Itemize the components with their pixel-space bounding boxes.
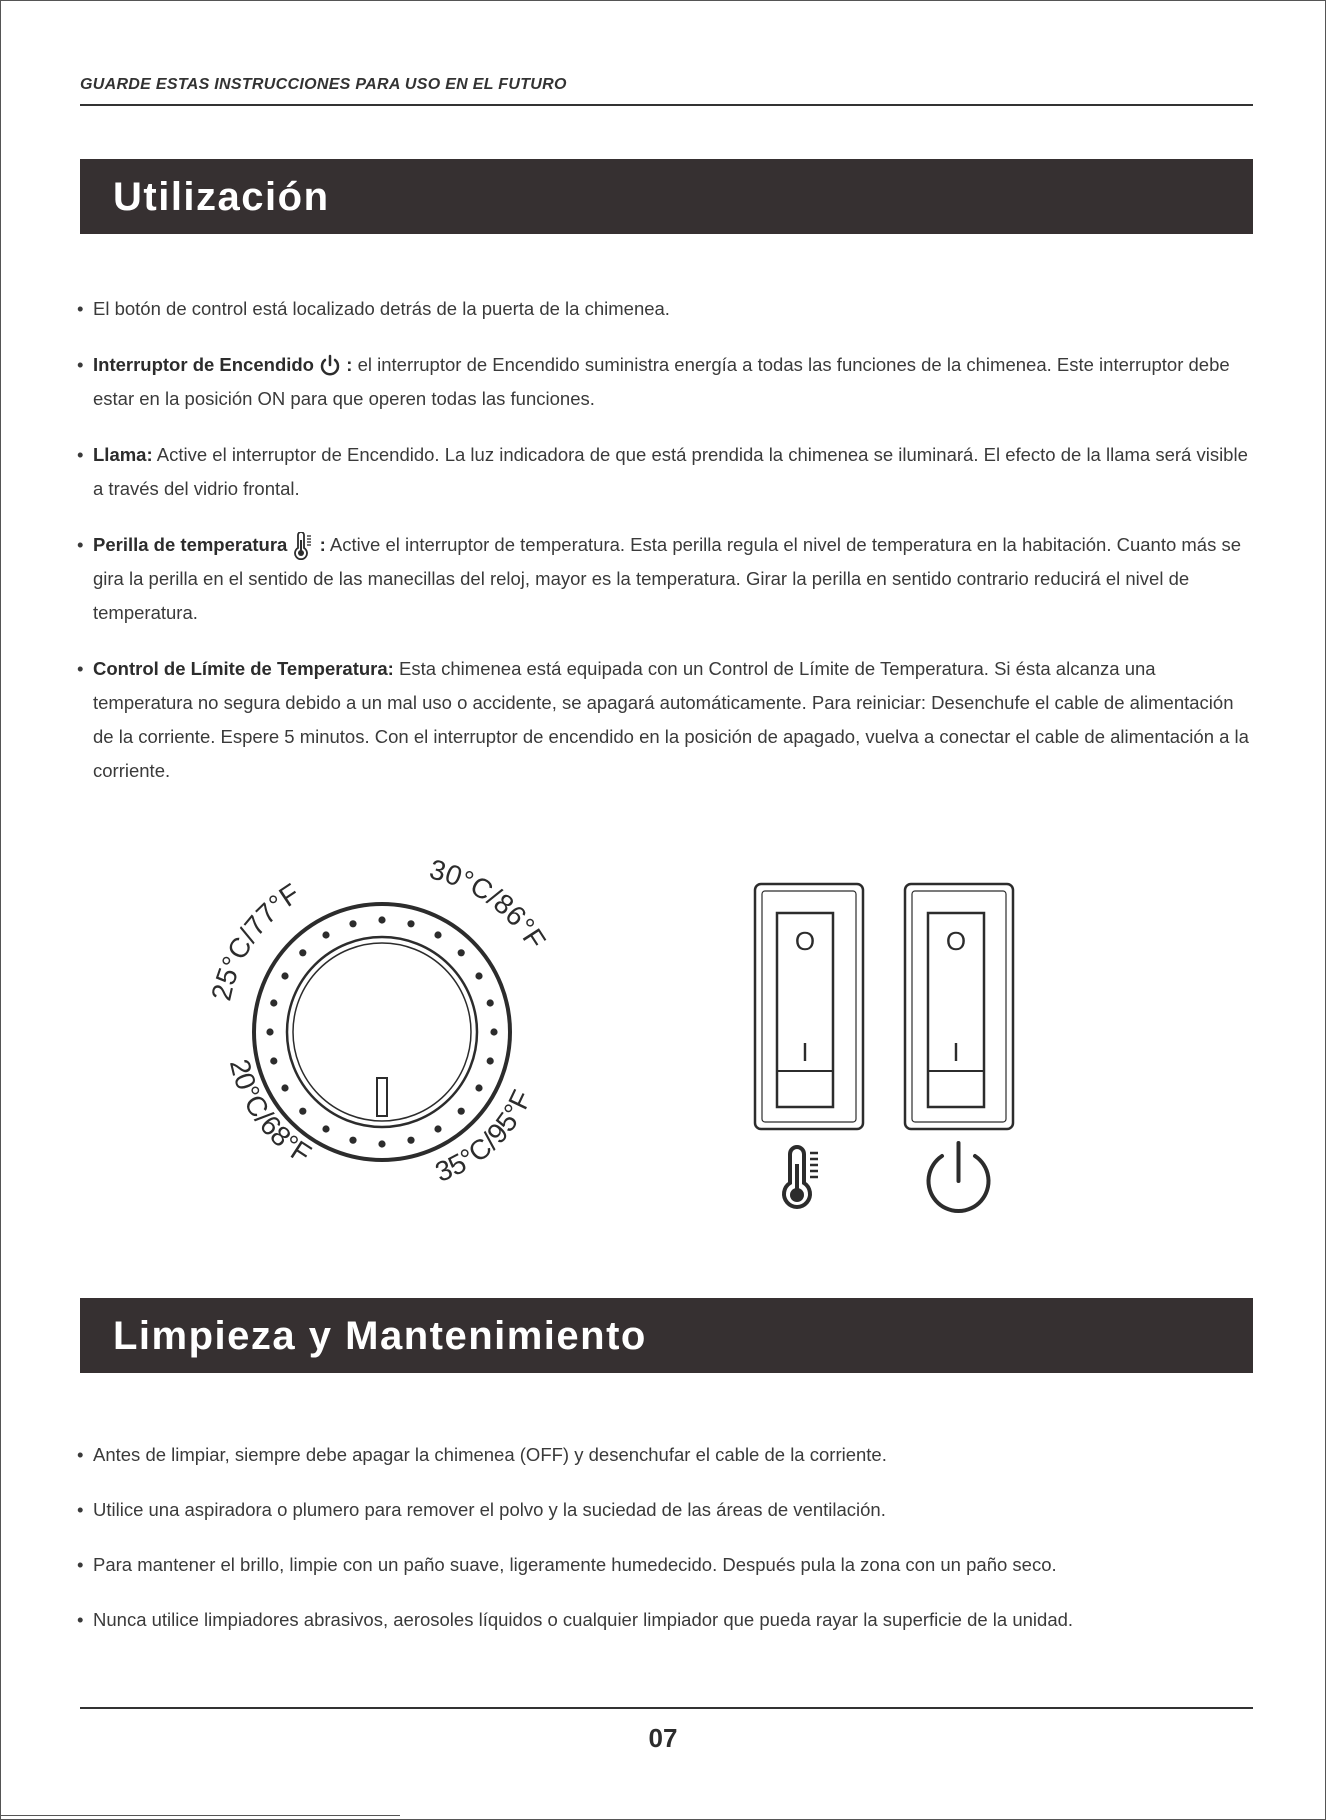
dial-dot: [266, 1028, 273, 1035]
dial-dot: [270, 1057, 277, 1064]
dial-dot: [458, 1108, 465, 1115]
temperature-dial: [200, 850, 560, 1210]
dial-dot: [281, 972, 288, 979]
dial-pointer[interactable]: [377, 1078, 387, 1116]
temperature-switch[interactable]: [755, 884, 863, 1129]
list-item: • Utilice una aspiradora o plumero para remover el polvo y la suciedad de las áreas de ventilación.: [77, 1493, 1257, 1527]
dial-dot: [487, 1057, 494, 1064]
dial-dot: [458, 949, 465, 956]
bullet-heading: Perilla de temperatura: [93, 534, 288, 555]
dial-dot: [270, 999, 277, 1006]
list-item: • Control de Límite de Temperatura: Esta chimenea está equipada con un Control de Límite de Temperatura. Si ésta alcanza una temperatura no segura debido a un mal uso o accidente, se apagará automáticamente. Para reiniciar: Desenchufe el cable de alimentación de la corriente. Espere 5 minutos. Con el interruptor de encendido en la posición de apagado, vuelva a conectar el cable de alimentación a la corriente.: [77, 652, 1257, 788]
section-title-bar-usage: [80, 159, 1253, 234]
dial-dot: [407, 920, 414, 927]
list-item: • Perilla de temperatura : Active el interruptor de temperatura. Esta perilla regula el nivel de temperatura en la habitación. Cuanto más se gira la perilla en el sentido de las manecillas del reloj, mayor es la temperatura. Girar la perilla en sentido contrario reducirá el nivel de temperatura.: [77, 528, 1257, 630]
dial-dot: [475, 972, 482, 979]
rocker-switches: [752, 881, 1052, 1221]
dial-dot: [490, 1028, 497, 1035]
dial-label-35c: 35°C/95°F: [430, 1085, 538, 1188]
bottom-edge-line: [0, 1815, 400, 1816]
dial-dot: [487, 999, 494, 1006]
switch-on-symbol: I: [801, 1037, 809, 1067]
page-number: 07: [648, 1723, 678, 1753]
section-title-usage: Utilización: [113, 175, 330, 219]
section-title-bar-cleaning: [80, 1298, 1253, 1373]
list-item: • Interruptor de Encendido : el interruptor de Encendido suministra energía a todas las funciones de la chimenea. Este interruptor debe estar en la posición ON para que operen todas las funciones.: [77, 348, 1257, 416]
dial-dot: [299, 1108, 306, 1115]
dial-dot: [281, 1084, 288, 1091]
dial-label-25c: 25°C/77°F: [205, 877, 305, 1004]
header-rule: [80, 104, 1253, 106]
switch-on-symbol: I: [952, 1037, 960, 1067]
svg-text:30°C/86°F: [427, 853, 552, 954]
dial-dot: [349, 920, 356, 927]
power-icon: [319, 354, 341, 378]
power-icon: [929, 1143, 989, 1211]
dial-dot: [322, 1125, 329, 1132]
usage-list: [77, 292, 1257, 788]
cleaning-list: [77, 1438, 1257, 1637]
list-item: • Nunca utilice limpiadores abrasivos, aerosoles líquidos o cualquier limpiador que pueda rayar la superficie de la unidad.: [77, 1603, 1257, 1637]
bullet-heading: Interruptor de Encendido: [93, 354, 314, 375]
header-note: GUARDE ESTAS INSTRUCCIONES PARA USO EN EL FUTURO: [80, 76, 567, 93]
list-item: • Antes de limpiar, siempre debe apagar la chimenea (OFF) y desenchufar el cable de la corriente.: [77, 1438, 1257, 1472]
list-item: • Para mantener el brillo, limpie con un paño suave, ligeramente humedecido. Después pula la zona con un paño seco.: [77, 1548, 1257, 1582]
dial-dot: [378, 916, 385, 923]
dial-dot: [434, 931, 441, 938]
list-item: • El botón de control está localizado detrás de la puerta de la chimenea.: [77, 292, 1257, 326]
switch-off-symbol: O: [945, 926, 967, 956]
list-item: • Llama: Active el interruptor de Encendido. La luz indicadora de que está prendida la chimenea se iluminará. El efecto de la llama será visible a través del vidrio frontal.: [77, 438, 1257, 506]
switch-off-symbol: O: [794, 926, 816, 956]
dial-dot: [299, 949, 306, 956]
dial-label-20c: 20°C/68°F: [223, 1056, 317, 1170]
dial-label-30c: 30°C/86°F: [426, 853, 552, 955]
dial-dot: [378, 1140, 385, 1147]
dial-dot: [407, 1137, 414, 1144]
power-switch[interactable]: [905, 884, 1013, 1129]
dial-dot: [322, 931, 329, 938]
footer-rule: [80, 1707, 1253, 1709]
dial-dot: [349, 1137, 356, 1144]
section-title-cleaning: Limpieza y Mantenimiento: [113, 1314, 647, 1358]
bullet-heading: Control de Límite de Temperatura:: [93, 658, 394, 679]
dial-dot: [434, 1125, 441, 1132]
thermometer-icon: [784, 1147, 818, 1207]
dial-dot: [475, 1084, 482, 1091]
thermometer-icon: [292, 532, 314, 560]
bullet-heading: Llama:: [93, 444, 153, 465]
